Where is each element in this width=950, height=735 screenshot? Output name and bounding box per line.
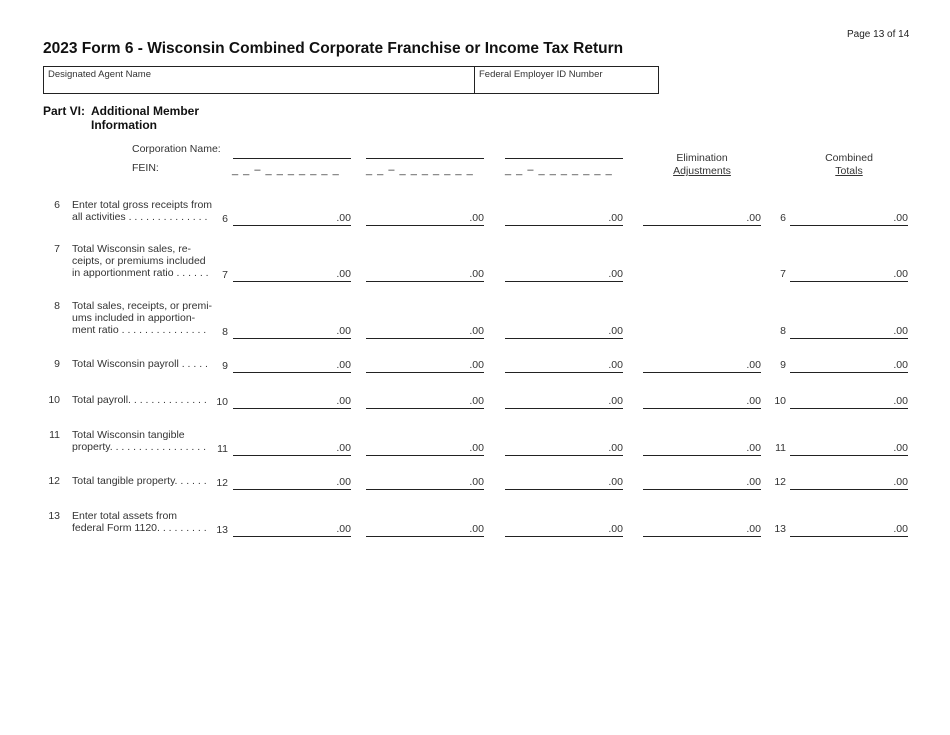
amount-field-col2[interactable]: .00 (366, 324, 484, 339)
row-number: 8 (54, 300, 60, 312)
elimination-adjustments-header (643, 152, 761, 177)
row-code: 6 (222, 213, 228, 225)
combined-row-code: 11 (775, 442, 786, 454)
corporation-name-input-1[interactable] (233, 146, 351, 159)
row-number: 6 (54, 199, 60, 211)
combined-total-field[interactable]: .00 (790, 522, 908, 537)
combined-total-field[interactable]: .00 (790, 441, 908, 456)
fein-input-3[interactable]: _ _ – _ _ _ _ _ _ _ (505, 164, 613, 176)
row-description: Total payroll. . . . . . . . . . . . . . (72, 394, 207, 406)
row-number: 12 (48, 475, 60, 487)
combined-total-field[interactable]: .00 (790, 475, 908, 490)
combined-row-code: 12 (774, 476, 786, 488)
row-description: Enter total assets from federal Form 1120. . . . . . . . . (72, 510, 207, 534)
fein-input-2[interactable]: _ _ – _ _ _ _ _ _ _ (366, 164, 474, 176)
elimination-header-line2: Adjustments (673, 165, 731, 177)
page-number: Page 13 of 14 (847, 29, 910, 40)
part-title: Additional Member (91, 104, 200, 118)
header-box (43, 66, 659, 94)
row-code: 8 (222, 326, 228, 338)
form-title: 2023 Form 6 - Wisconsin Combined Corporate Franchise or Income Tax Return (43, 40, 624, 57)
combined-row-code: 13 (774, 523, 786, 535)
amount-field-col1[interactable]: .00 (233, 267, 351, 282)
federal-ein-label: Federal Employer ID Number (479, 69, 603, 80)
corporation-name-label: Corporation Name: (132, 143, 221, 155)
row-code: 10 (216, 396, 228, 408)
row-code: 9 (222, 360, 228, 372)
amount-field-col3[interactable]: .00 (505, 475, 623, 490)
amount-field-col2[interactable]: .00 (366, 522, 484, 537)
row-code: 12 (216, 477, 228, 489)
row-code: 11 (217, 443, 228, 455)
amount-field-col3[interactable]: .00 (505, 358, 623, 373)
amount-field-col2[interactable]: .00 (366, 358, 484, 373)
combined-totals-header (790, 152, 908, 177)
row-code: 13 (216, 524, 228, 536)
amount-field-col2[interactable]: .00 (366, 267, 484, 282)
elimination-field[interactable]: .00 (643, 475, 761, 490)
amount-field-col3[interactable]: .00 (505, 522, 623, 537)
row-number: 13 (48, 510, 60, 522)
elimination-field[interactable]: .00 (643, 441, 761, 456)
elimination-field[interactable]: .00 (643, 211, 761, 226)
part-title-line2: Information (91, 118, 157, 132)
combined-row-code: 7 (780, 268, 786, 280)
amount-field-col1[interactable]: .00 (233, 394, 351, 409)
amount-field-col2[interactable]: .00 (366, 394, 484, 409)
combined-total-field[interactable]: .00 (790, 324, 908, 339)
elimination-header-line1: Elimination (676, 152, 728, 164)
amount-field-col1[interactable]: .00 (233, 324, 351, 339)
amount-field-col1[interactable]: .00 (233, 522, 351, 537)
combined-row-code: 10 (774, 395, 786, 407)
row-number: 9 (54, 358, 60, 370)
combined-row-code: 9 (780, 359, 786, 371)
row-description: Total Wisconsin tangible property. . . . . . . . . . . . . . . . . (72, 429, 207, 453)
row-description: Total tangible property. . . . . . (72, 475, 207, 487)
part-label: Part VI: (43, 104, 86, 118)
federal-ein-field[interactable] (475, 67, 658, 93)
designated-agent-field[interactable] (44, 67, 475, 93)
elimination-field[interactable]: .00 (643, 394, 761, 409)
amount-field-col2[interactable]: .00 (366, 441, 484, 456)
combined-total-field[interactable]: .00 (790, 358, 908, 373)
combined-total-field[interactable]: .00 (790, 394, 908, 409)
row-number: 7 (54, 243, 60, 255)
combined-row-code: 8 (780, 325, 786, 337)
elimination-field[interactable]: .00 (643, 522, 761, 537)
row-description: Total Wisconsin sales, re- ceipts, or premiums included in apportionment ratio . . . . . . (72, 243, 209, 279)
amount-field-col3[interactable]: .00 (505, 441, 623, 456)
row-number: 11 (49, 429, 60, 441)
combined-row-code: 6 (780, 212, 786, 224)
elimination-field[interactable]: .00 (643, 358, 761, 373)
fein-label: FEIN: (132, 162, 159, 174)
corporation-name-input-3[interactable] (505, 146, 623, 159)
amount-field-col2[interactable]: .00 (366, 211, 484, 226)
row-description: Total Wisconsin payroll . . . . . (72, 358, 208, 370)
amount-field-col2[interactable]: .00 (366, 475, 484, 490)
amount-field-col3[interactable]: .00 (505, 394, 623, 409)
amount-field-col1[interactable]: .00 (233, 358, 351, 373)
amount-field-col1[interactable]: .00 (233, 475, 351, 490)
amount-field-col1[interactable]: .00 (233, 211, 351, 226)
corporation-name-input-2[interactable] (366, 146, 484, 159)
combined-total-field[interactable]: .00 (790, 211, 908, 226)
combined-header-line1: Combined (825, 152, 873, 164)
row-description: Total sales, receipts, or premi- ums included in apportion- ment ratio . . . . . . . . . . . . . . . (72, 300, 213, 336)
row-number: 10 (48, 394, 60, 406)
combined-total-field[interactable]: .00 (790, 267, 908, 282)
amount-field-col3[interactable]: .00 (505, 211, 623, 226)
fein-input-1[interactable]: _ _ – _ _ _ _ _ _ _ (232, 164, 340, 176)
combined-header-line2: Totals (835, 165, 863, 177)
amount-field-col3[interactable]: .00 (505, 324, 623, 339)
amount-field-col1[interactable]: .00 (233, 441, 351, 456)
amount-field-col3[interactable]: .00 (505, 267, 623, 282)
designated-agent-label: Designated Agent Name (48, 69, 151, 80)
row-description: Enter total gross receipts from all activities . . . . . . . . . . . . . . (72, 199, 213, 223)
row-code: 7 (222, 269, 228, 281)
